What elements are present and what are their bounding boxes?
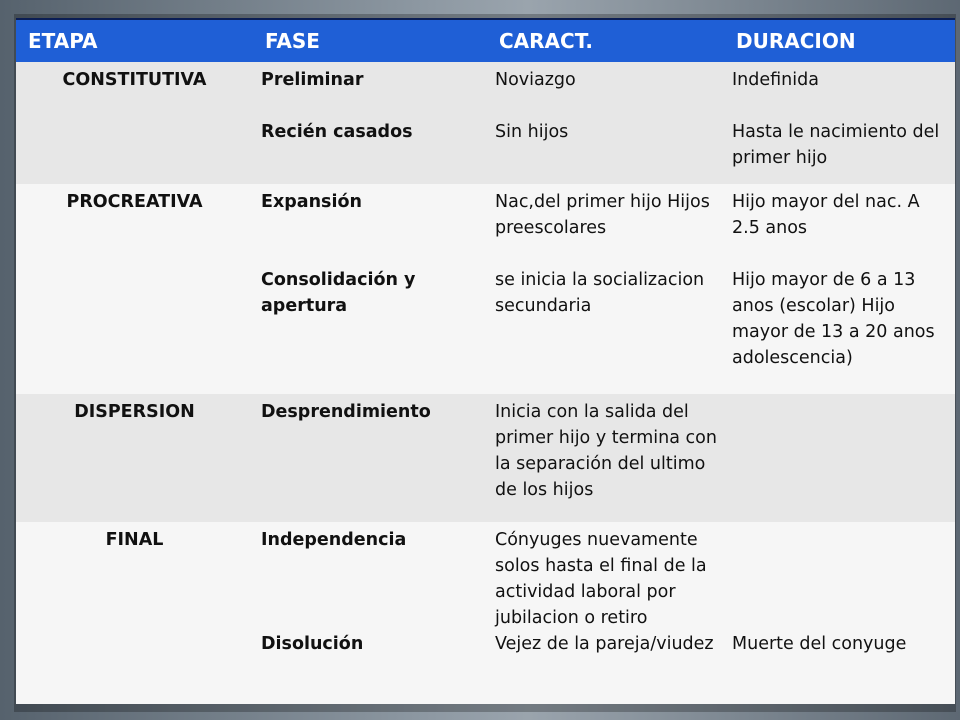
header-etapa: ETAPA <box>16 19 253 62</box>
table-row <box>16 394 955 522</box>
etapa-cell: DISPERSION <box>16 394 253 522</box>
caract-text: Noviazgo <box>495 70 576 90</box>
fase-label: Independencia <box>261 530 407 550</box>
fase-label: Recién casados <box>261 122 413 142</box>
duracion-cell <box>724 394 955 522</box>
caract-text: se inicia la socializacion secundaria <box>495 270 705 316</box>
table-row <box>16 62 955 184</box>
fase-label: Expansión <box>261 192 362 212</box>
fase-cell <box>253 394 487 522</box>
etapa-cell: CONSTITUTIVA <box>16 62 253 184</box>
fase-label: Preliminar <box>261 70 364 90</box>
fase-label: Disolución <box>261 634 364 654</box>
fase-label: Desprendimiento <box>261 402 431 422</box>
family-stages-table <box>16 18 955 704</box>
etapa-cell: PROCREATIVA <box>16 184 253 394</box>
duracion-cell <box>724 184 955 394</box>
caract-text: Sin hijos <box>495 122 569 142</box>
duracion-cell <box>724 62 955 184</box>
fase-label: Consolidación y apertura <box>261 270 416 316</box>
etapa-cell: FINAL <box>16 522 253 704</box>
header-duracion: DURACION <box>724 19 955 62</box>
caract-text: Nac,del primer hijo Hijos preescolares <box>495 192 710 238</box>
caract-cell <box>487 522 724 704</box>
table-header-row <box>16 19 955 62</box>
header-fase: FASE <box>253 19 487 62</box>
duracion-text: Hijo mayor de 6 a 13 anos (escolar) Hijo mayor de 13 a 20 anos adolescencia) <box>732 270 935 368</box>
fase-cell <box>253 62 487 184</box>
duracion-text: Hasta le nacimiento del primer hijo <box>732 122 940 168</box>
fase-cell <box>253 522 487 704</box>
caract-cell <box>487 62 724 184</box>
caract-cell <box>487 394 724 522</box>
duracion-text: Muerte del conyuge <box>732 634 907 654</box>
duracion-cell <box>724 522 955 704</box>
duracion-text: Indefinida <box>732 70 819 90</box>
caract-text: Inicia con la salida del primer hijo y termina con la separación del ultimo de los hijos <box>495 402 717 500</box>
caract-text: Cónyuges nuevamente solos hasta el final de la actividad laboral por jubilacion o retiro <box>495 530 707 628</box>
table-row <box>16 522 955 704</box>
fase-cell <box>253 184 487 394</box>
table-row <box>16 184 955 394</box>
caract-cell <box>487 184 724 394</box>
duracion-text: Hijo mayor del nac. A 2.5 anos <box>732 192 920 238</box>
caract-text: Vejez de la pareja/viudez <box>495 634 714 654</box>
header-caract: CARACT. <box>487 19 724 62</box>
